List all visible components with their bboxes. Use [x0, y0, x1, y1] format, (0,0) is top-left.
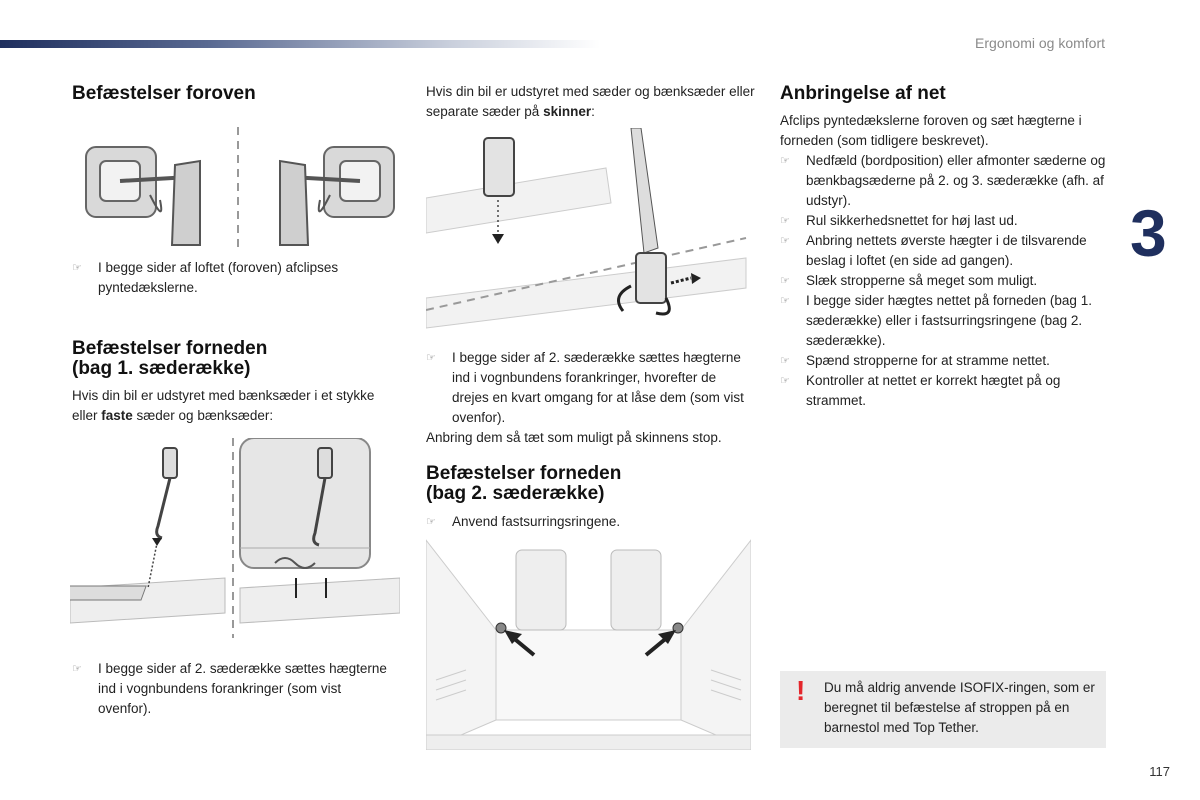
- heading-lower-fixings-line2: (bag 1. sæderække): [72, 358, 251, 379]
- middle-bullet-1: [426, 348, 756, 448]
- left-heading-top-fixings: [72, 84, 256, 104]
- bullet-text: I begge sider hægtes nettet på forneden (bag 1. sæderække) eller i fastsurringsringene (bag 2. sæderække).: [806, 293, 1092, 348]
- right-heading: [780, 84, 946, 104]
- intro-text: Hvis din bil er udstyret med sæder og bænksæder eller separate sæder på: [426, 84, 755, 119]
- list-item: [780, 151, 1110, 211]
- pointing-finger-icon: ☞: [72, 663, 82, 675]
- pointing-finger-icon: ☞: [780, 235, 790, 247]
- pointing-finger-icon: ☞: [426, 516, 436, 528]
- bullet-text: I begge sider af 2. sæderække sættes hægterne ind i vognbundens forankringer, hvorefter de drejes en kvart omgang for at låse dem (som vist ovenfor).: [452, 350, 744, 425]
- bullet-text: Spænd stropperne for at stramme nettet.: [806, 353, 1050, 368]
- bullet-text: Slæk stropperne så meget som muligt.: [806, 273, 1038, 288]
- left-bullet-1: [72, 258, 392, 298]
- pointing-finger-icon: ☞: [780, 215, 790, 227]
- top-decor-bar: [0, 40, 600, 48]
- figure-rail-anchor: [426, 128, 751, 338]
- intro-text-end: sæder og bænksæder:: [132, 408, 274, 423]
- left-intro: [72, 386, 392, 426]
- right-content: [780, 111, 1110, 411]
- heading-row2-fixings-line1: Befæstelser forneden: [426, 463, 622, 484]
- intro-bold-text: skinner: [543, 104, 592, 119]
- middle-intro: [426, 82, 756, 122]
- section-title: Ergonomi og komfort: [975, 35, 1105, 51]
- pointing-finger-icon: ☞: [780, 355, 790, 367]
- list-item: [780, 211, 1110, 231]
- list-item: [780, 271, 1110, 291]
- list-item: [780, 371, 1110, 411]
- bullet-text: Anvend fastsurringsringene.: [452, 514, 621, 529]
- intro-text-end: :: [591, 104, 595, 119]
- left-heading-lower-fixings: [72, 339, 267, 379]
- list-item: [780, 351, 1110, 371]
- heading-net-installation: Anbringelse af net: [780, 83, 946, 104]
- heading-lower-fixings-line1: Befæstelser forneden: [72, 338, 268, 359]
- bullet-text: Kontroller at nettet er korrekt hægtet på og strammet.: [806, 373, 1061, 408]
- bullet-text: Nedfæld (bordposition) eller afmonter sæderne og bænkbagsæderne på 2. og 3. sæderække (afh. af udstyr).: [806, 153, 1106, 208]
- rail-stop-note: Anbring dem så tæt som muligt på skinnens stop.: [426, 430, 722, 445]
- exclamation-icon: !: [796, 675, 806, 706]
- warning-box: [780, 671, 1106, 748]
- pointing-finger-icon: ☞: [780, 275, 790, 287]
- pointing-finger-icon: ☞: [780, 155, 790, 167]
- left-bullet-2: [72, 659, 392, 719]
- bullet-text: I begge sider af 2. sæderække sættes hægterne ind i vognbundens forankringer (som vist ovenfor).: [98, 661, 387, 716]
- chapter-number: 3: [1130, 196, 1167, 270]
- page-number: 117: [1149, 764, 1170, 779]
- net-intro: Afclips pyntedækslerne foroven og sæt hægterne i forneden (som tidligere beskrevet).: [780, 113, 1082, 148]
- intro-bold-text: faste: [101, 408, 133, 423]
- bullet-text: Rul sikkerhedsnettet for høj last ud.: [806, 213, 1018, 228]
- intro-paragraph: [72, 386, 392, 426]
- bullet-text: Anbring nettets øverste hægter i de tilsvarende beslag i loftet (en side ad gangen).: [806, 233, 1087, 268]
- intro-text: Hvis din bil er udstyret med bænksæder i et stykke eller: [72, 388, 375, 423]
- middle-bullet-2: [426, 512, 756, 532]
- heading-row2-fixings-line2: (bag 2. sæderække): [426, 483, 605, 504]
- heading-top-fixings: Befæstelser foroven: [72, 83, 256, 104]
- figure-roof-fixings: [80, 125, 400, 250]
- intro-paragraph: [426, 82, 756, 122]
- warning-text: Du må aldrig anvende ISOFIX-ringen, som er beregnet til befæstelse af stroppen på en barnestol med Top Tether.: [824, 680, 1095, 735]
- list-item: [780, 291, 1110, 351]
- pointing-finger-icon: ☞: [780, 375, 790, 387]
- bullet-text: I begge sider af loftet (foroven) afclipses pyntedækslerne.: [98, 260, 339, 295]
- list-item: [780, 231, 1110, 271]
- pointing-finger-icon: ☞: [780, 295, 790, 307]
- middle-heading-lower-fixings: [426, 464, 621, 504]
- figure-cargo-floor-rings: [426, 530, 751, 750]
- pointing-finger-icon: ☞: [72, 262, 82, 274]
- figure-floor-anchor-row1: [70, 438, 400, 638]
- pointing-finger-icon: ☞: [426, 352, 436, 364]
